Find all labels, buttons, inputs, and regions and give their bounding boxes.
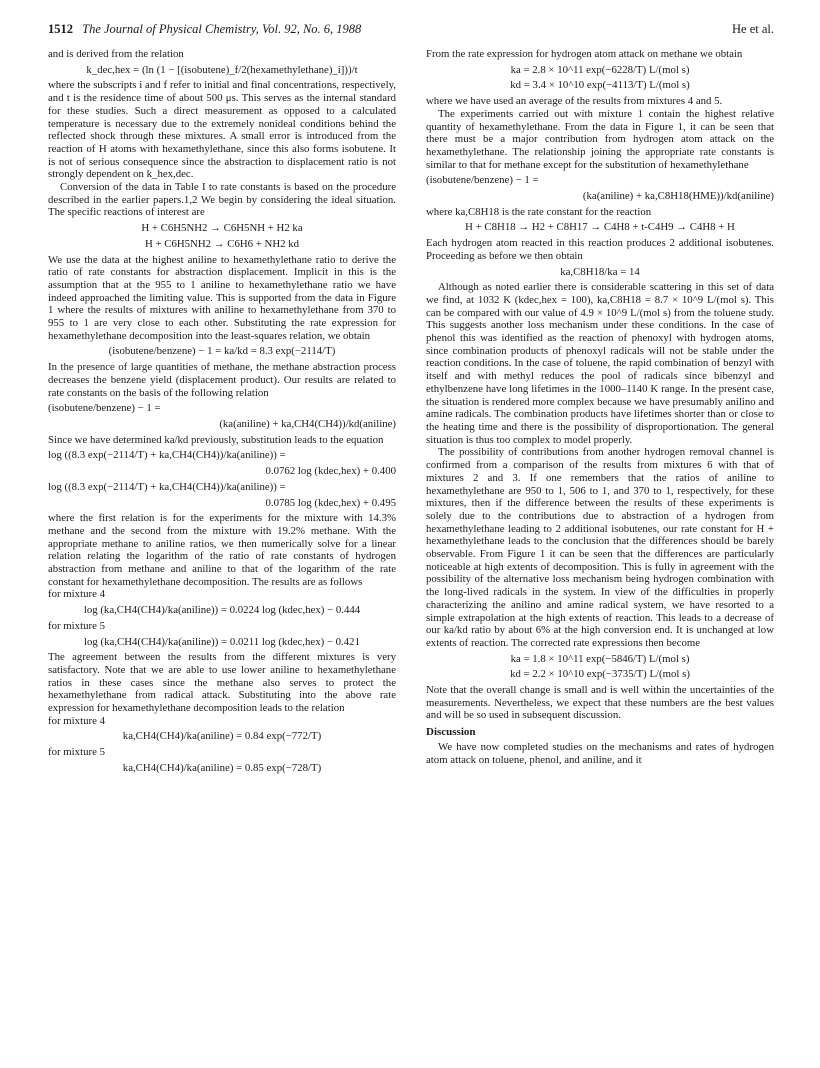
equation: (ka(aniline) + ka,C8H18(HME))/kd(aniline)	[582, 190, 774, 203]
paragraph: Each hydrogen atom reacted in this reaction produces 2 additional isobutenes. Proceeding as before we then obtain	[426, 237, 774, 262]
paragraph: The agreement between the results from the different mixtures is very satisfactory. Note that we are able to use lower aniline to hexamethylethane ratios in these cases since the methane also serves to protect the hexamethylethane from radical attack. Substituting into the above rate expression for hexamethylethane decomposition leads to the relation	[48, 651, 396, 715]
running-header	[48, 22, 774, 40]
paragraph: Although as noted earlier there is considerable scattering in this set of data we find, at 1032 K (kdec,hex = 100), ka,C8H18 = 8.7 × 10^9 L/(mol s). This can be compared with our value of 4.9 × 10^9 L/(mol s) from the toluene study. This suggests another loss mechanism under these conditions. In the case of phenol this was identified as the reaction of phenoxyl with hydrogen atoms, since combination products of phenoxyl radicals will not be stable under the reaction conditions. In the case of toluene, the rapid combination of benzyl with itself and with methyl reduces the pool of radicals since bibenzyl and ethylbenzene have long lifetimes in the 1000–1140 K range. In the present case, the situation is rendered more complex because we have presumably anilino and amine radicals. The combination products have lifetimes shorter than or close to the heating time and there is the possibility of disproportionation. The general situation is thus too complex to model properly.	[426, 281, 774, 446]
equation: ka,C8H18/ka = 14	[560, 265, 640, 278]
paragraph: where ka,C8H18 is the rate constant for the reaction	[426, 205, 652, 218]
paragraph: and is derived from the relation	[48, 48, 184, 60]
paragraph: We have now completed studies on the mechanisms and rates of hydrogen atom attack on toluene, phenol, and aniline, and it	[426, 740, 774, 766]
equation: ka = 1.8 × 10^11 exp(−5846/T) L/(mol s)	[510, 652, 690, 665]
equation: 0.0762 log (kdec,hex) + 0.400	[265, 465, 396, 478]
equation: H + C6H5NH2 → C6H6 + NH2 kd	[144, 237, 300, 250]
equation: kd = 3.4 × 10^10 exp(−4113/T) L/(mol s)	[510, 79, 690, 92]
paragraph: for mixture 4	[48, 588, 105, 601]
paragraph: for mixture 4	[48, 714, 105, 727]
equation: H + C6H5NH2 → C6H5NH + H2 ka	[141, 222, 303, 235]
equation: log ((8.3 exp(−2114/T) + ka,CH4(CH4))/ka(aniline)) =	[48, 449, 286, 462]
equation: log (ka,CH4(CH4)/ka(aniline)) = 0.0224 log (kdec,hex) − 0.444	[83, 604, 361, 617]
paragraph: The experiments carried out with mixture 1 contain the highest relative quantity of hexamethylethane. From the data in Figure 1, it can be seen that there must be a major contribution from hydrogen atom attack on the hexamethylethane. The relationship joining the appropriate rate constants is similar to that for methane except for the substitution of hexamethylethane	[426, 107, 774, 171]
paragraph: where the subscripts i and f refer to initial and final concentrations, respectively, and t is the residence time of about 500 μs. This serves as the internal standard for these studies. Such a direct measurement as opposed to a calculated temperature is necessary due to the extremely nonideal conditions behind the reflected shock through these mixtures. A small error is introduced from the reaction of H atoms with hexamethylethane, since this also forms isobutene. It is not of serious consequence since the abstraction to displacement ratio is not strongly dependent on k_hex,dec.	[48, 79, 396, 181]
paragraph: In the presence of large quantities of methane, the methane abstraction process decreases the benzene yield (displacement product). Our results are related to rate constants on the basis of the following relation	[48, 361, 396, 399]
paragraph: From the rate expression for hydrogen atom attack on methane we obtain	[426, 48, 743, 60]
paragraph: We use the data at the highest aniline to hexamethylethane ratio to derive the ratio of rate constants for abstraction displacement. Implicit in this is the assumption that at the 955 to 1 aniline to hexamethylethane ratio we have indeed approached the limiting value. This is supported from the data in Figure 1 where the results of mixtures with aniline to hexamethylethane from 370 to 955 to 1 are very close to each other. Substituting the rate expression for hexamethylethane decomposition into the least-squares relation, we obtain	[48, 253, 396, 342]
equation: kd = 2.2 × 10^10 exp(−3735/T) L/(mol s)	[510, 668, 690, 681]
paragraph: Since we have determined ka/kd previously, substitution leads to the equation	[48, 433, 384, 446]
equation: H + C8H18 → H2 + C8H17 → C4H8 + t-C4H9 → C4H8 + H	[465, 221, 735, 234]
author-line: He et al.	[732, 22, 774, 36]
left-text-column	[48, 48, 396, 778]
page-number: 1512	[48, 22, 73, 36]
paragraph: The possibility of contributions from another hydrogen removal channel is confirmed from a comparison of the results from mixtures 6 with that of mixtures 2 and 3. If one remembers that the ratios of aniline to hexamethylethane are 950 to 1, 506 to 1, and 370 to 1, respectively, for these mixtures, then if the difference between the results of these experiments is solely due to the contributions due to abstraction of a hydrogen from hexamethylethane leading to 2 additional isobutenes, our rate constant for H + hexamethylethane leads to the conclusion that the differences should be barely observable. From Figure 1 it can be seen that the differences are particularly noticeable at high extents of decomposition. This is fully in agreement with the possibility of the alternative loss mechanism being hydrogen combination with the long-lived radicals in the system. In view of the difficulties in properly characterizing the anilino and amine radical system, we have resorted to a simple extrapolation at the high extents of reaction. This leads to a decrease of our ka/kd ratio by about 6% at the high conversion end. It is unchanged at low extents of reaction. The corrected rate expressions then become	[426, 446, 774, 649]
equation: log (ka,CH4(CH4)/ka(aniline)) = 0.0211 log (kdec,hex) − 0.421	[84, 635, 360, 648]
paragraph: where the first relation is for the experiments for the mixture with 14.3% methane and the second from the mixture with 19.2% methane. With the appropriate methane to aniline ratios, we then numerically solve for a linear relation relating the logarithm of the ratio of rate constants of hydrogen abstraction from methane and aniline to that of the logarithm of the rate constant for hexamethylethane decomposition. The results are as follows	[48, 512, 396, 588]
section-heading: Discussion	[426, 726, 476, 739]
equation: (isobutene/benzene) − 1 =	[426, 174, 539, 187]
paragraph: for mixture 5	[48, 746, 105, 759]
equation: (isobutene/benzene) − 1 =	[48, 402, 161, 415]
paragraph: Conversion of the data in Table I to rate constants is based on the procedure described in the earlier papers.1,2 We begin by considering the ideal situation. The specific reactions of interest are	[48, 181, 396, 219]
equation: ka,CH4(CH4)/ka(aniline) = 0.85 exp(−728/T)	[122, 761, 322, 774]
equation: log ((8.3 exp(−2114/T) + ka,CH4(CH4))/ka(aniline)) =	[48, 480, 286, 493]
paragraph: Note that the overall change is small and is well within the uncertainties of the measurements. Nevertheless, we expect that these numbers are the best values and will be so used in subsequent discussion.	[426, 684, 774, 722]
journal-citation: The Journal of Physical Chemistry, Vol. 92, No. 6, 1988	[82, 22, 362, 36]
equation: (isobutene/benzene) − 1 = ka/kd = 8.3 exp(−2114/T)	[108, 345, 336, 358]
equation: 0.0785 log (kdec,hex) + 0.495	[265, 496, 396, 509]
equation: (ka(aniline) + ka,CH4(CH4))/kd(aniline)	[219, 417, 396, 430]
equation: ka = 2.8 × 10^11 exp(−6228/T) L/(mol s)	[510, 63, 690, 76]
equation: k_dec,hex = (ln (1 − [(isobutene)_f/2(hexamethylethane)_i]))/t	[86, 63, 358, 76]
paragraph: where we have used an average of the results from mixtures 4 and 5.	[426, 95, 723, 108]
paragraph: for mixture 5	[48, 619, 105, 632]
right-text-column	[426, 48, 774, 766]
equation: ka,CH4(CH4)/ka(aniline) = 0.84 exp(−772/T)	[122, 730, 322, 743]
